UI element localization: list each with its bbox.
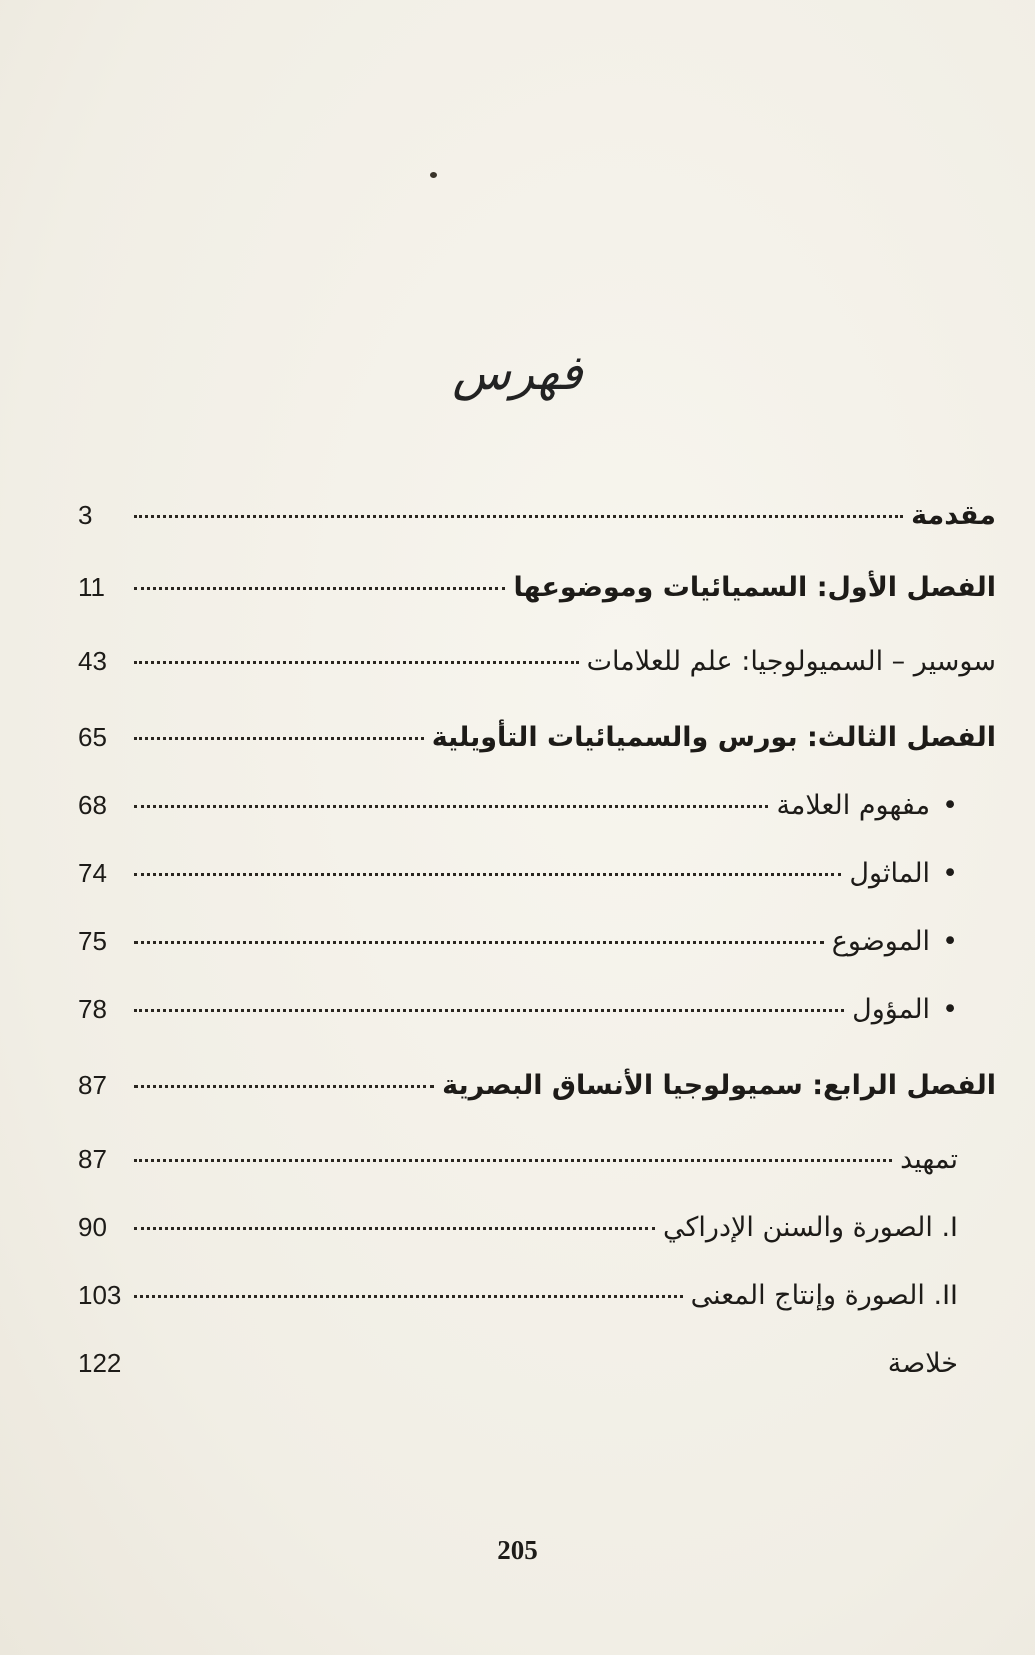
ink-speck bbox=[430, 172, 437, 178]
toc-entry-title: مقدمة bbox=[911, 500, 996, 531]
toc-entry-title: • مفهوم العلامة bbox=[776, 790, 996, 821]
toc-entry bbox=[78, 926, 996, 974]
dot-leader bbox=[134, 805, 768, 808]
toc-entry-page: 3 bbox=[78, 500, 93, 530]
page-number: 205 bbox=[497, 1535, 538, 1565]
dot-leader bbox=[134, 737, 424, 740]
dot-leader bbox=[134, 1009, 844, 1012]
dot-leader bbox=[134, 587, 505, 590]
dot-leader bbox=[134, 1227, 655, 1230]
toc-heading: فهرس bbox=[452, 345, 583, 401]
toc-entry bbox=[78, 500, 996, 548]
toc-entry bbox=[78, 1280, 996, 1328]
toc-entry-title: I. الصورة والسنن الإدراكي bbox=[663, 1212, 958, 1243]
toc-entry-page: 87 bbox=[78, 1144, 107, 1174]
toc-entry-page: 65 bbox=[78, 722, 107, 752]
toc-entry-title: خلاصة bbox=[887, 1348, 958, 1379]
toc-entry bbox=[78, 994, 996, 1042]
dot-leader bbox=[134, 873, 841, 876]
toc-entry-page: 75 bbox=[78, 926, 107, 956]
dot-leader bbox=[134, 1085, 434, 1088]
toc-entry bbox=[78, 1212, 996, 1260]
toc-entry bbox=[78, 1070, 996, 1118]
toc-entry-title: • الماثول bbox=[849, 858, 996, 889]
toc-entry bbox=[78, 1348, 996, 1396]
toc-entry-title: • الموضوع bbox=[832, 926, 996, 957]
toc-entry bbox=[78, 572, 996, 620]
toc-entry-title: الفصل الأول: السميائيات وموضوعها bbox=[513, 572, 996, 603]
dot-leader bbox=[134, 1295, 683, 1298]
dot-leader bbox=[134, 515, 903, 518]
toc-entry-page: 43 bbox=[78, 646, 107, 676]
toc-entry-page: 122 bbox=[78, 1348, 122, 1378]
toc-entry-page: 68 bbox=[78, 790, 107, 820]
dot-leader bbox=[134, 1159, 892, 1162]
toc-entry-title: سوسير – السميولوجيا: علم للعلامات bbox=[586, 646, 996, 677]
dot-leader bbox=[134, 661, 579, 664]
toc-entry-title: الفصل الرابع: سميولوجيا الأنساق البصرية bbox=[442, 1070, 996, 1101]
toc-entry-page: 90 bbox=[78, 1212, 107, 1242]
toc-entry-title: II. الصورة وإنتاج المعنى bbox=[690, 1280, 958, 1311]
toc-entry-page: 78 bbox=[78, 994, 107, 1024]
toc-entry bbox=[78, 790, 996, 838]
toc-entry bbox=[78, 722, 996, 770]
toc-entry-title: • المؤول bbox=[852, 994, 996, 1025]
toc-entry bbox=[78, 858, 996, 906]
toc-entry-page: 103 bbox=[78, 1280, 122, 1310]
toc-entry-title: الفصل الثالث: بورس والسميائيات التأويلية bbox=[431, 722, 996, 753]
dot-leader bbox=[134, 941, 824, 944]
toc-entry-page: 74 bbox=[78, 858, 107, 888]
toc-entry-page: 11 bbox=[78, 572, 105, 602]
toc-entry bbox=[78, 646, 996, 694]
toc-entry-page: 87 bbox=[78, 1070, 107, 1100]
toc-entry bbox=[78, 1144, 996, 1192]
toc-entry-title: تمهيد bbox=[900, 1144, 958, 1175]
